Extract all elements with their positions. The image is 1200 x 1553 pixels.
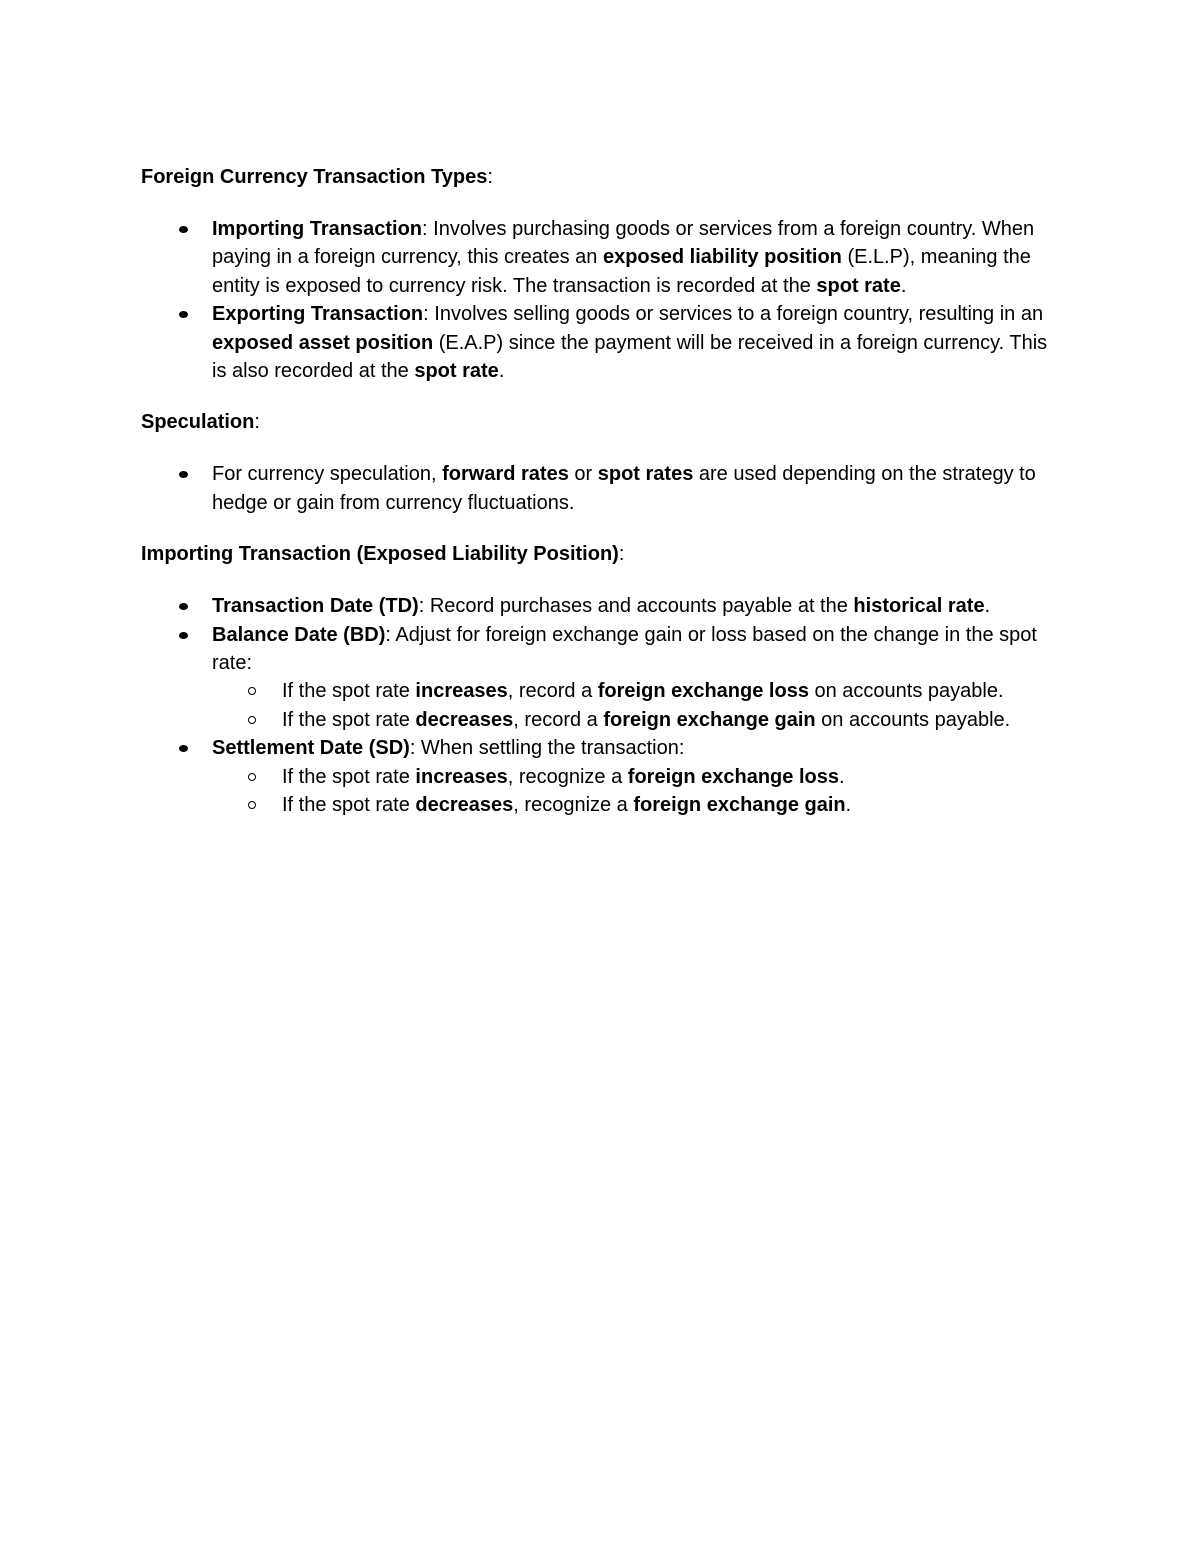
filled-bullet-icon (179, 745, 188, 752)
text-run: , recognize a (507, 765, 628, 788)
text-run: For currency speculation, (212, 463, 443, 486)
filled-bullet-icon (179, 226, 188, 233)
bold-text-run: Importing Transaction (212, 218, 423, 240)
hollow-bullet-icon (248, 773, 256, 781)
text-run: . (838, 765, 845, 788)
bold-text-run: foreign exchange loss (627, 765, 839, 788)
bold-text-run: Settlement Date (SD) (212, 737, 410, 760)
filled-bullet-icon (179, 311, 188, 318)
bold-text-run: spot rates (597, 463, 694, 486)
text-run: on accounts payable. (808, 680, 1004, 703)
section-heading-text: Speculation (141, 411, 255, 434)
text-run: or (568, 463, 598, 486)
text-run: : Involves selling goods or services to a foreign country, resulting in an (423, 303, 1044, 326)
list-item (212, 460, 1061, 517)
hollow-bullet-icon (248, 801, 256, 809)
text-run: , record a (513, 708, 604, 731)
text-run: If the spot rate (282, 680, 416, 703)
bold-text-run: foreign exchange gain (633, 794, 846, 817)
bold-text-run: spot rate (816, 274, 901, 297)
section-heading-suffix: : (254, 411, 260, 434)
text-run: : Adjust for foreign exchange gain or loss based on the change in the spot rate: (212, 623, 1037, 675)
sub-bullet-list (212, 763, 1061, 820)
list-item (212, 300, 1061, 385)
section-heading-speculation (141, 408, 1061, 437)
bullet-list (141, 460, 1061, 517)
text-run: are used depending on the strategy to hedge or gain from currency fluctuations. (212, 463, 1036, 514)
text-run: . (498, 360, 505, 383)
text-run: If the spot rate (282, 708, 416, 731)
bold-text-run: spot rate (414, 360, 499, 383)
list-item (212, 592, 1061, 620)
hollow-bullet-icon (248, 687, 256, 695)
section-heading-foreign-currency-transaction-types (141, 163, 1061, 192)
bullet-list (141, 215, 1061, 385)
sub-bullet-list (212, 677, 1061, 734)
bold-text-run: decreases (415, 708, 514, 731)
bold-text-run: increases (415, 680, 508, 703)
text-run: : When settling the transaction: (409, 737, 685, 760)
text-run: (E.L.P), meaning the entity is exposed to currency risk. The transaction is recorded at the (212, 246, 1031, 297)
text-run: : Involves purchasing goods or services from a foreign country. When paying in a foreign currency, this creates an (212, 218, 1035, 269)
sub-list-item (282, 677, 1061, 705)
sub-list-item (282, 706, 1061, 734)
text-run: , recognize a (513, 794, 634, 817)
bullet-list (141, 592, 1061, 819)
filled-bullet-icon (179, 603, 188, 610)
list-item (212, 215, 1061, 300)
text-run: : Record purchases and accounts payable at the (418, 595, 854, 618)
text-run: . (900, 274, 907, 297)
document-body (141, 163, 1061, 843)
section-heading-text: Importing Transaction (Exposed Liability Position) (141, 543, 619, 566)
bold-text-run: foreign exchange gain (603, 708, 816, 731)
hollow-bullet-icon (248, 716, 256, 724)
text-run: (E.A.P) since the payment will be received in a foreign currency. This is also recorded at the (212, 331, 1048, 383)
sub-list-item (282, 763, 1061, 791)
section-heading-text: Foreign Currency Transaction Types (141, 166, 488, 188)
bold-text-run: Transaction Date (TD) (212, 595, 419, 618)
list-item (212, 734, 1061, 819)
bold-text-run: exposed liability position (602, 246, 842, 269)
bold-text-run: forward rates (442, 463, 569, 486)
bold-text-run: increases (415, 765, 508, 788)
section-heading-suffix: : (487, 166, 493, 188)
text-run: If the spot rate (282, 765, 416, 788)
sub-list-item (282, 791, 1061, 819)
section-heading-importing-transaction-exposed-liability-position (141, 540, 1061, 569)
bold-text-run: Balance Date (BD) (212, 623, 386, 646)
bold-text-run: historical rate (853, 595, 985, 618)
bold-text-run: decreases (415, 794, 514, 817)
text-run: . (845, 794, 852, 817)
section-heading-suffix: : (618, 543, 625, 566)
filled-bullet-icon (179, 632, 188, 639)
text-run: , record a (507, 680, 598, 703)
text-run: . (984, 595, 991, 618)
text-run: If the spot rate (282, 794, 416, 817)
bold-text-run: Exporting Transaction (212, 303, 424, 326)
text-run: on accounts payable. (815, 708, 1011, 731)
bold-text-run: exposed asset position (212, 331, 434, 354)
filled-bullet-icon (179, 471, 188, 478)
bold-text-run: foreign exchange loss (597, 680, 809, 703)
list-item (212, 621, 1061, 735)
